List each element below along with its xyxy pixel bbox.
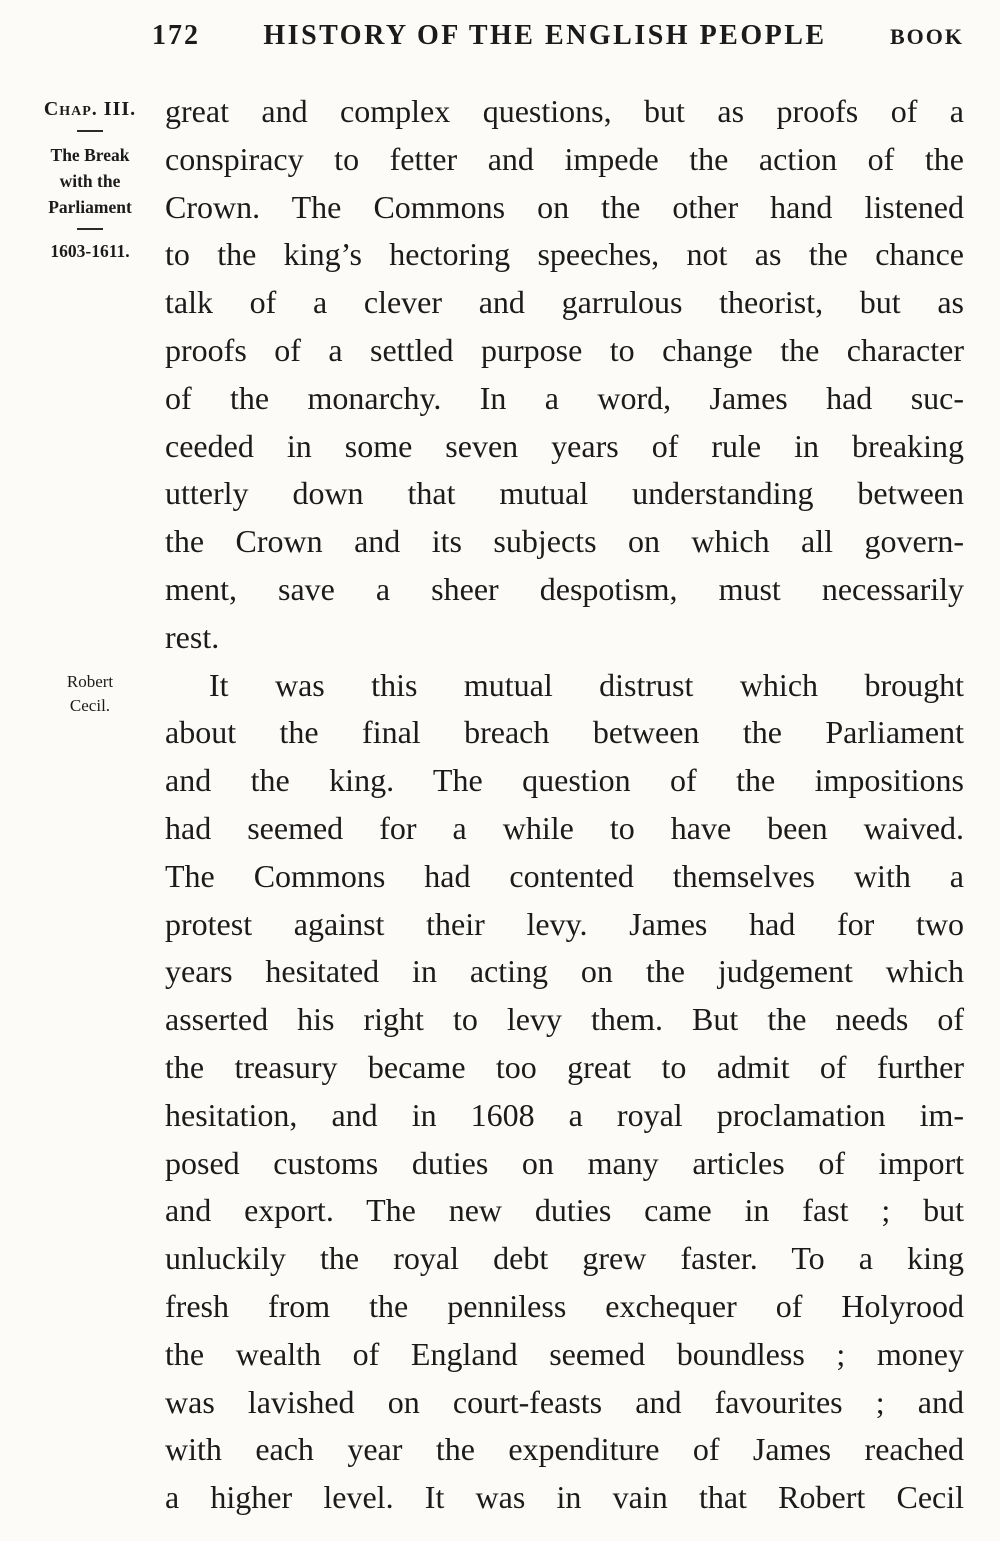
page-body: [0, 88, 1000, 1541]
text-line: the treasury became too great to admit of further: [165, 1048, 964, 1085]
text-line: ment, save a sheer despotism, must necessarily: [165, 570, 964, 607]
book-label: BOOK: [889, 24, 964, 49]
margin-notes-column: [16, 88, 164, 1541]
text-line: posed customs duties on many articles of import: [165, 1144, 964, 1181]
margin-note-chapter: Chap. III.: [43, 98, 137, 120]
page-text: [165, 88, 964, 1522]
text-line: rest.: [165, 618, 220, 655]
paragraph: [165, 662, 964, 1522]
page-number: 172: [152, 20, 200, 51]
text-line: proofs of a settled purpose to change the character: [165, 331, 964, 368]
text-line: protest against their levy. James had for two: [165, 905, 964, 942]
text-line: The Commons had contented themselves with a: [165, 857, 964, 894]
text-line: hesitation, and in 1608 a royal proclamation im-: [165, 1096, 964, 1133]
running-head: [0, 20, 1000, 52]
margin-note-person: Robert Cecil.: [66, 672, 114, 715]
text-line: conspiracy to fetter and impede the action of the: [165, 140, 964, 177]
text-line: was lavished on court-feasts and favourites ; and: [165, 1383, 964, 1420]
text-line: the wealth of England seemed boundless ; money: [165, 1335, 964, 1372]
text-line: ceeded in some seven years of rule in breaking: [165, 427, 964, 464]
text-line: the Crown and its subjects on which all govern-: [165, 523, 964, 560]
text-line: utterly down that mutual understanding between: [165, 475, 964, 512]
text-line: great and complex questions, but as proofs of a: [165, 93, 964, 129]
margin-note-section: The Break with the Parliament: [48, 145, 132, 217]
text-line: a higher level. It was in vain that Robert Cecil: [165, 1479, 964, 1516]
text-line: and the king. The question of the impositions: [165, 762, 964, 799]
text-line: of the monarchy. In a word, James had suc-: [165, 379, 964, 416]
text-line: about the final breach between the Parliament: [165, 714, 964, 751]
margin-note-dates: 1603-1611.: [50, 241, 130, 261]
text-line: unluckily the royal debt grew faster. To a king: [165, 1240, 964, 1277]
text-line: fresh from the penniless exchequer of Holyrood: [165, 1287, 964, 1324]
text-line: talk of a clever and garrulous theorist, but as: [165, 284, 964, 321]
text-line: with each year the expenditure of James reached: [165, 1431, 964, 1468]
text-line: and export. The new duties came in fast ; but: [165, 1192, 964, 1229]
text-line: Crown. The Commons on the other hand listened: [165, 188, 964, 225]
margin-rule: [77, 130, 103, 132]
text-line: to the king’s hectoring speeches, not as the chance: [165, 236, 964, 273]
text-line: years hesitated in acting on the judgement which: [165, 953, 964, 990]
running-title: HISTORY OF THE ENGLISH PEOPLE: [263, 20, 827, 51]
text-line: had seemed for a while to have been waived.: [165, 809, 964, 846]
margin-rule: [77, 228, 103, 230]
text-line: It was this mutual distrust which brought: [209, 666, 964, 703]
paragraph: [165, 88, 964, 662]
text-line: asserted his right to levy them. But the needs of: [165, 1001, 964, 1038]
